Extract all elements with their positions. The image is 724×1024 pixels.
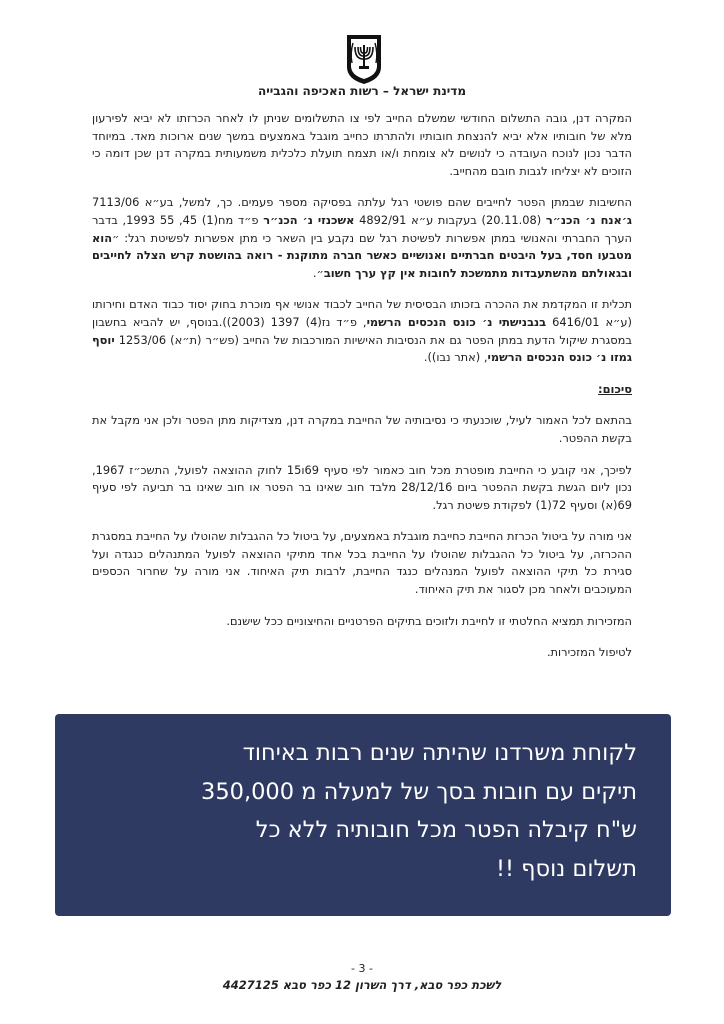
paragraph-8: לטיפול המזכירות. [546,645,632,660]
footer-address: לשכת כפר סבא, דרך השרון 12 כפר סבא 4427125 [222,978,502,992]
paragraph-5: לפיכך, אני קובע כי החייבת מופטרת מכל חוב כאמור לפי סעיף 69ו15 לחוק ההוצאה לפועל, התשכ״ז 1967, נכון ליום הגשת בקשת ההפטר ביום 28/12/16 מלבד חוב שאינו בר הפטר או חוב שאינו בר תביעה לפי סעיף 69(א) וסעיף 72(1) לפקודת פשיטת רגל. [92,462,632,512]
paragraph-6: אני מורה על ביטול הכרזת החייבת כחייבת מוגבלת באמצעים, על ביטול כל ההגבלות שהוטלו על החייבת במסגרת ההכרזה, על ביטול כל ההגבלות שהוטלו על החייבת בכל אחד מתיקי ההוצאה לפועל המתנהלים כנגדה ועל סגירת כל תיקי ההוצאה לפועל המנהלים כנגד החייבת, לרבות תיק האיחוד. אני מורה על שחרור הכספים המעוכבים ולאחר מכן לסגור את תיק האיחוד. [92,529,632,597]
state-emblem [344,33,384,85]
paragraph-4: בהתאם לכל האמור לעיל, שוכנעתי כי נסיבותיה של החייבת במקרה דנן, מצדיקות מתן הפטר ולכן אני מקבל את בקשת ההפטר. [92,413,632,445]
header-title: מדינת ישראל – רשות האכיפה והגבייה [257,84,467,98]
promo-line-3: ש"ח קיבלה הפטר מכל חובותיה ללא כל [255,817,637,843]
paragraph-2: החשיבות שבמתן הפטר לחייבים שהם פושטי רגל עלתה בפסיקה מספר פעמים. כך, למשל, בע״א 7113/06 ג׳אנח נ׳ הכנ״ר (20.11.08) בעקבות ע״א 4892/91 אשכנזי נ׳ הכנ״ר פ״ד מח(1) 45, 55 1993, בדבר הערך החברתי והאנושי במתן אפשרות לפשיטת רגל שם נקבע בין השאר כי מתן אפשרות לפשיטת רגל: ״הוא מטבעו חסד, בעל היבטים חברתיים ואנושיים כאשר חברה מתוקנת - רואה בהושטת קרש הצלה לחייבים ובגאולתם מהשתעבדות מתמשכת לחובות אין קץ ערך חשוב״. [92,195,632,280]
promo-line-1: לקוחת משרדנו שהיתה שנים רבות באיחוד [242,740,637,766]
document-body [92,110,632,676]
page-number: - 3 - [351,962,373,975]
summary-heading: סיכום: [598,381,632,396]
promo-line-2: תיקים עם חובות בסך של למעלה מ 350,000 [201,778,637,805]
paragraph-1: המקרה דנן, גובה התשלום החודשי שמשלם החייב לפי צו התשלומים שניתן לו לאחר הכרזתו לא יביא לפירעון מלא של חובותיו אלא יביא להנצחת חובותיו ולהתרתו כחייב מוגבל באמצעים במשך שנים ארוכות מאד. במיוחד הדבר נכון לנוכח העובדה כי לנושים לא צומחת ו/או תצמח תועלת כלכלית משמעותית במקרה דנן שכן דומה כי הזוכים לא יצליחו לגבות חובם מהחייב. [92,111,632,178]
paragraph-3: תכלית זו המקדמת את ההכרה בזכותו הבסיסית של החייב לכבוד אנושי אף מוכרת בחוק יסוד כבוד האדם וחירותו (ע״א 6416/01 בנבנישתי נ׳ כונס הנכסים הרשמי, פ״ד נז(4) 1397 (2003)).בנוסף, יש להביא בחשבון במסגרת שיקול הדעת במתן הפטר גם את הנסיבות האישיות המורכבות של החייב (פש״ר (ת״א) 1253/06 יוסף גמזו נ׳ כונס הנכסים הרשמי, (אתר נבו)). [92,297,633,365]
promo-line-4: תשלום נוסף !! [495,855,637,882]
promo-banner [55,714,671,916]
paragraph-7: המזכירות תמציא החלטתי זו לחייבת ולזוכים בתיקים הפרטניים והחיצוניים ככל שישנם. [226,613,632,628]
